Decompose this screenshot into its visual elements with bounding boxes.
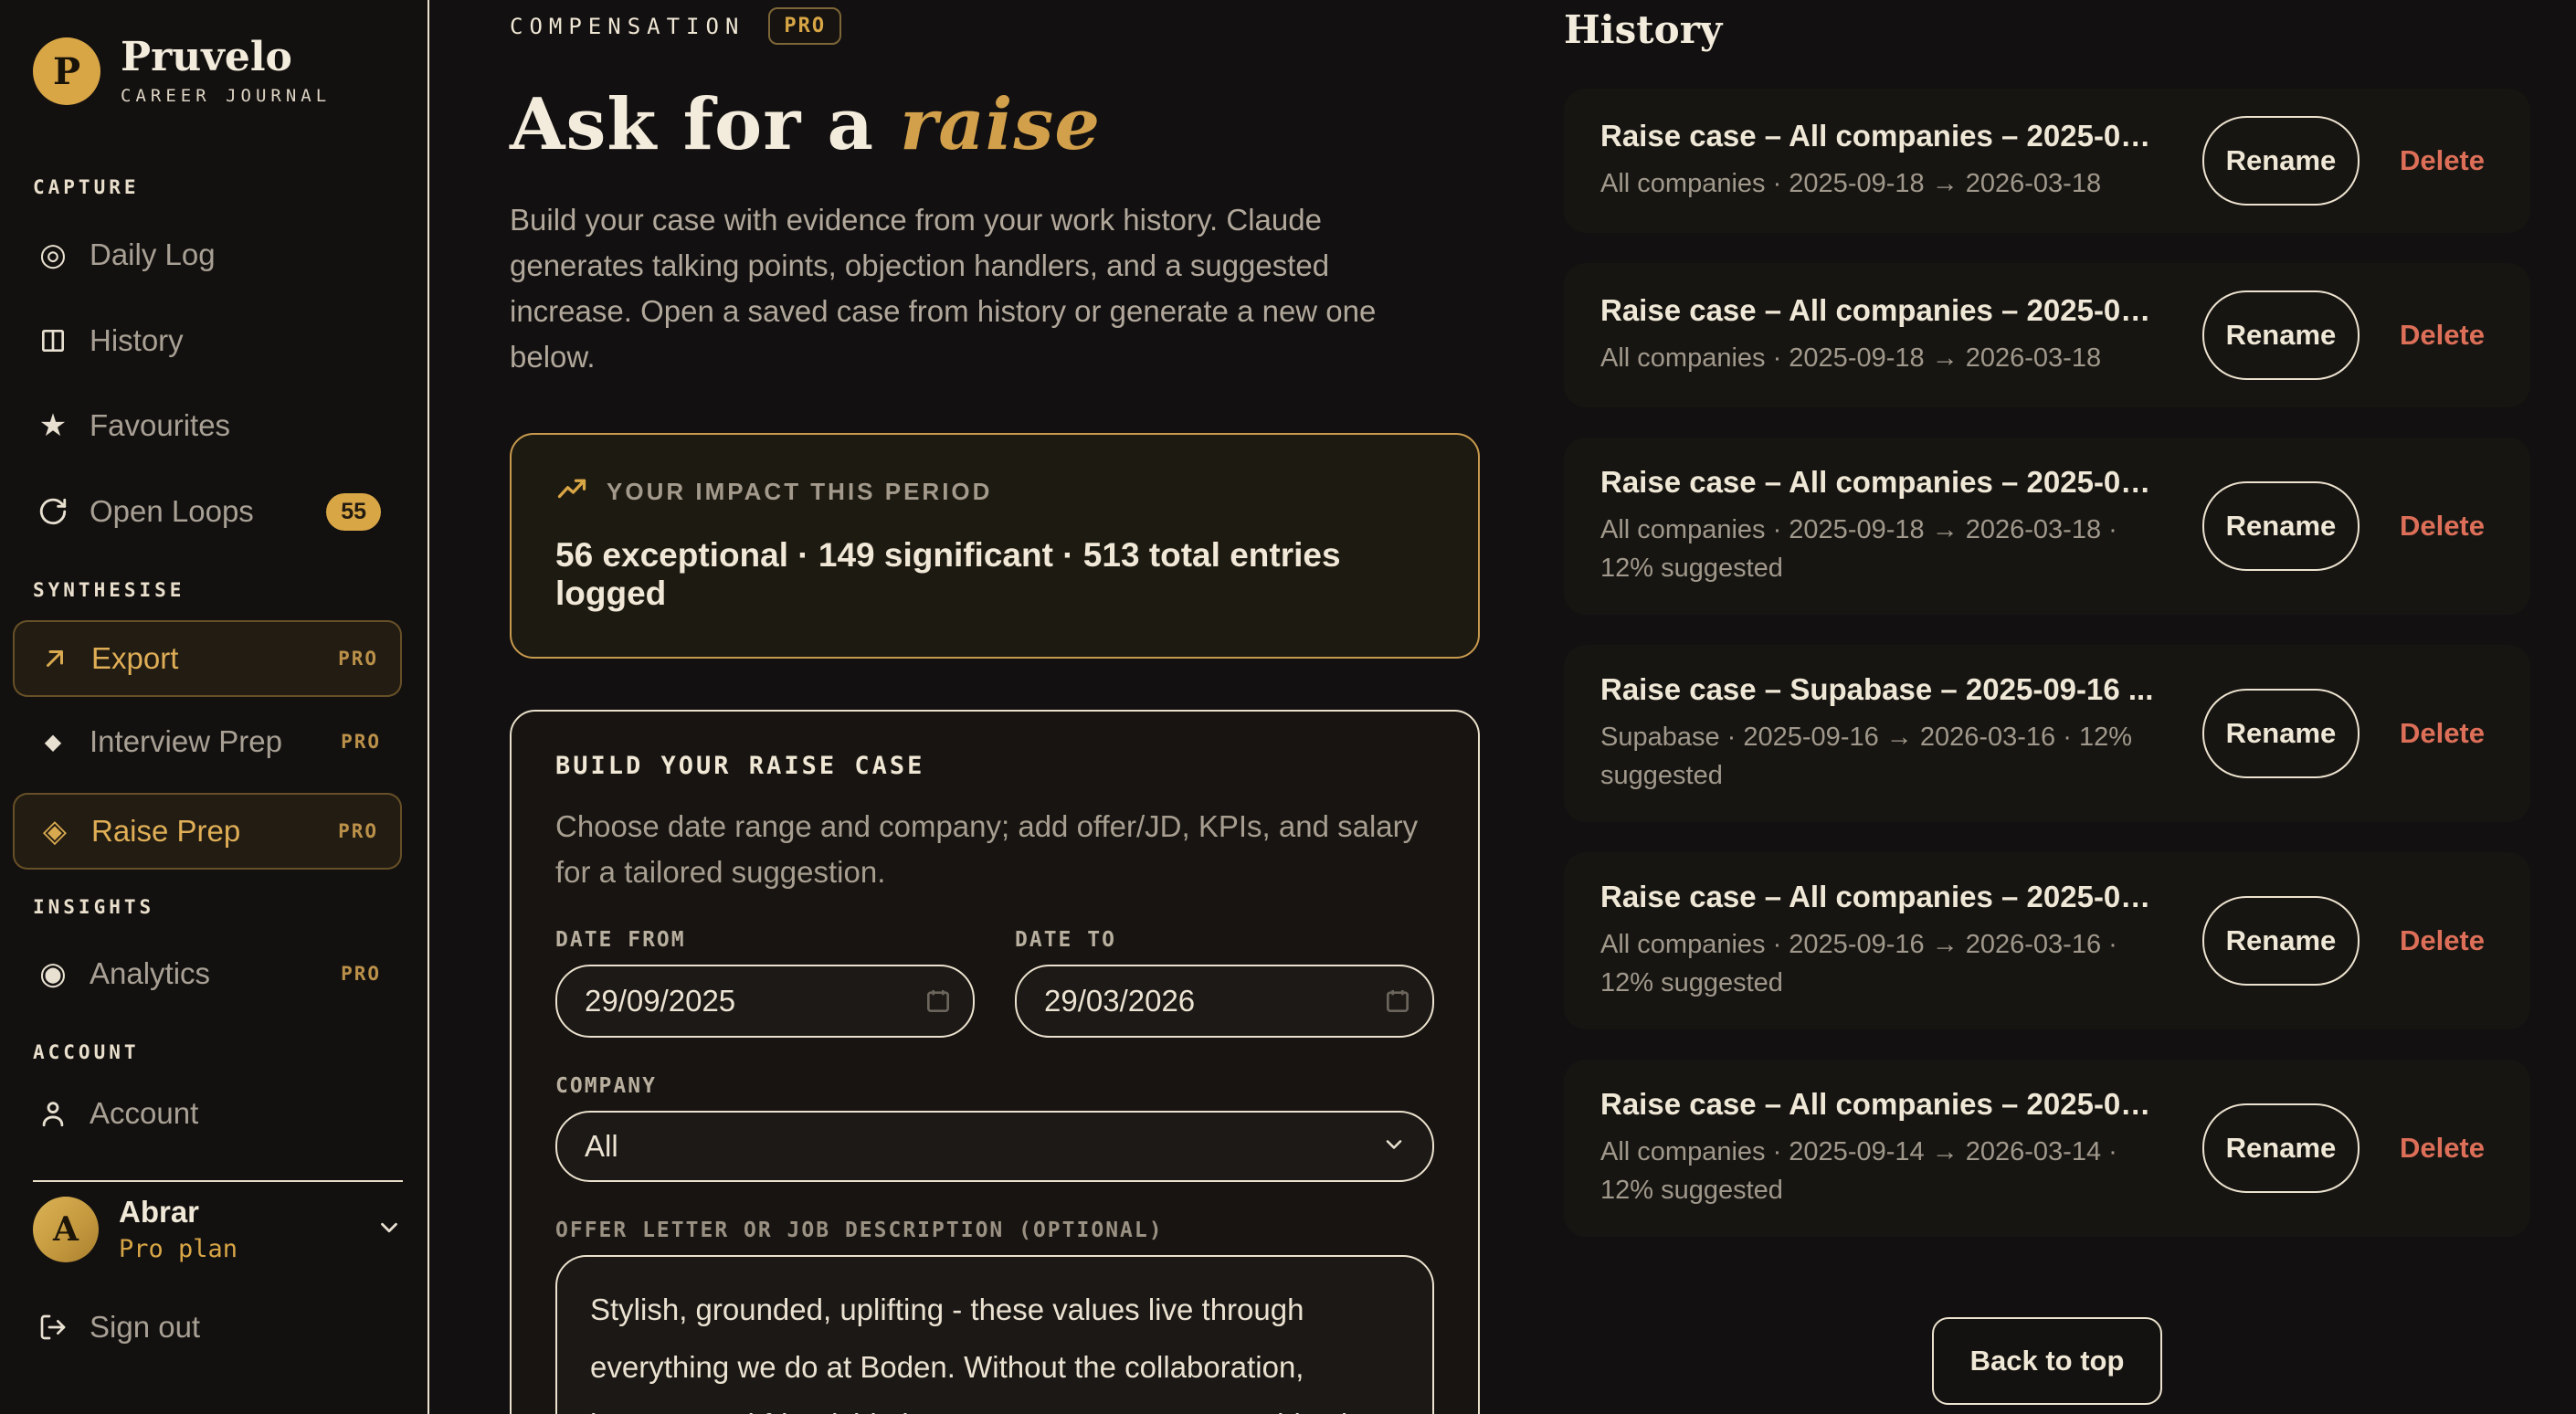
breadcrumb: COMPENSATION xyxy=(510,13,745,39)
date-to-input[interactable] xyxy=(1015,965,1434,1038)
history-panel xyxy=(1564,0,2530,1405)
brand-tagline: CAREER JOURNAL xyxy=(121,86,332,107)
delete-button[interactable]: Delete xyxy=(2399,1132,2485,1164)
rename-button[interactable]: Rename xyxy=(2202,896,2360,986)
company-select-value: All xyxy=(585,1129,618,1163)
chevron-down-icon xyxy=(1381,1132,1407,1162)
brand-initial: P xyxy=(52,49,81,93)
brand-logo xyxy=(33,37,100,105)
history-case-row[interactable] xyxy=(1564,852,2530,1029)
avatar-initial: A xyxy=(53,1210,79,1249)
offer-letter-textarea[interactable] xyxy=(555,1255,1434,1414)
sidebar-divider xyxy=(33,1180,403,1182)
calendar-icon[interactable] xyxy=(924,987,953,1020)
case-meta: All companies · 2025-09-18 → 2026-03-18 xyxy=(1600,169,2102,198)
sidebar-item-daily-log[interactable] xyxy=(33,231,403,279)
sidebar-item-open-loops[interactable] xyxy=(33,488,403,535)
page-title-accent: raise xyxy=(900,83,1101,166)
loop-icon xyxy=(33,496,73,527)
pro-tag: PRO xyxy=(338,648,378,670)
case-title: Raise case – All companies – 2025-09... xyxy=(1600,880,2162,913)
history-case-row[interactable] xyxy=(1564,89,2530,233)
case-meta: All companies · 2025-09-18 → 2026-03-18 · 12% suggested xyxy=(1600,515,2117,583)
brand-name: Pruvelo xyxy=(121,34,292,80)
section-label-insights: INSIGHTS xyxy=(33,896,155,918)
date-from-input[interactable] xyxy=(555,965,975,1038)
sign-out-icon xyxy=(33,1313,73,1342)
pro-tag: PRO xyxy=(341,731,381,753)
rename-button[interactable]: Rename xyxy=(2202,1103,2360,1193)
offer-letter-label: OFFER LETTER OR JOB DESCRIPTION (OPTIONAL) xyxy=(555,1219,1164,1242)
history-case-list xyxy=(1564,89,2530,1237)
company-select[interactable] xyxy=(555,1111,1434,1182)
case-meta: All companies · 2025-09-16 → 2026-03-16 · 12% suggested xyxy=(1600,930,2117,997)
case-title: Raise case – All companies – 2025-09... xyxy=(1600,293,2162,327)
delete-button[interactable]: Delete xyxy=(2399,144,2485,176)
sign-out-label: Sign out xyxy=(90,1310,201,1344)
sidebar-item-history[interactable] xyxy=(33,317,403,364)
impact-label: YOUR IMPACT THIS PERIOD xyxy=(607,478,993,505)
arrow-up-right-icon xyxy=(35,645,75,672)
case-meta: All companies · 2025-09-14 → 2026-03-14 · 12% suggested xyxy=(1600,1137,2117,1205)
impact-summary: 56 exceptional · 149 significant · 513 total entries logged xyxy=(555,536,1341,612)
history-case-row[interactable] xyxy=(1564,263,2530,407)
raise-prep-main xyxy=(510,0,1480,1414)
rename-button[interactable]: Rename xyxy=(2202,481,2360,571)
date-to-label: DATE TO xyxy=(1015,928,1116,952)
history-case-row[interactable] xyxy=(1564,1060,2530,1237)
star-icon: ★ xyxy=(38,408,68,443)
sidebar-item-label: Analytics xyxy=(90,956,211,990)
sidebar-item-label: Account xyxy=(90,1096,199,1130)
case-title: Raise case – All companies – 2025-09... xyxy=(1600,119,2162,153)
history-case-row[interactable] xyxy=(1564,645,2530,822)
form-heading: BUILD YOUR RAISE CASE xyxy=(555,752,925,780)
avatar xyxy=(33,1197,99,1262)
rename-button[interactable]: Rename xyxy=(2202,116,2360,206)
open-loops-count-badge: 55 xyxy=(326,493,381,531)
case-title: Raise case – All companies – 2025-09... xyxy=(1600,1087,2162,1121)
sidebar-item-raise-prep[interactable] xyxy=(13,793,402,870)
target-icon: ◎ xyxy=(39,237,67,272)
pro-tag: PRO xyxy=(338,820,378,842)
user-icon xyxy=(33,1098,73,1129)
calendar-icon[interactable] xyxy=(1383,987,1412,1020)
user-menu[interactable] xyxy=(33,1193,403,1266)
circle-dot-icon: ◉ xyxy=(39,956,67,991)
sidebar-item-account[interactable] xyxy=(33,1090,403,1137)
sidebar-item-export[interactable] xyxy=(13,620,402,697)
sidebar-item-label: History xyxy=(90,323,184,357)
section-label-synthesise: SYNTHESISE xyxy=(33,579,185,601)
page-title-prefix: Ask for a xyxy=(510,83,901,166)
sidebar-item-label: Daily Log xyxy=(90,237,216,271)
sign-out-button[interactable] xyxy=(33,1303,403,1351)
case-title: Raise case – All companies – 2025-09... xyxy=(1600,465,2162,499)
rename-button[interactable]: Rename xyxy=(2202,689,2360,778)
sidebar-item-label: Interview Prep xyxy=(90,724,282,758)
columns-icon xyxy=(33,326,73,355)
case-meta: Supabase · 2025-09-16 → 2026-03-16 · 12% suggested xyxy=(1600,723,2132,790)
delete-button[interactable]: Delete xyxy=(2399,717,2485,749)
back-to-top-button[interactable]: Back to top xyxy=(1932,1317,2163,1405)
rename-button[interactable]: Rename xyxy=(2202,290,2360,380)
page-description: Build your case with evidence from your work history. Claude generates talking points, objection handlers, and a suggested increase. Open a saved case from history or generate a new one below. xyxy=(510,203,1377,374)
sidebar-item-analytics[interactable] xyxy=(33,950,403,997)
history-case-row[interactable] xyxy=(1564,438,2530,615)
pro-tag: PRO xyxy=(341,963,381,985)
brand xyxy=(33,34,403,107)
sidebar-item-interview-prep[interactable] xyxy=(33,718,403,765)
user-name: Abrar xyxy=(119,1195,200,1229)
pro-badge: PRO xyxy=(768,7,841,45)
diamond-icon: ◆ xyxy=(44,729,62,754)
sidebar-item-label: Favourites xyxy=(90,408,231,442)
section-label-account: ACCOUNT xyxy=(33,1041,140,1063)
trending-up-icon xyxy=(555,473,588,511)
user-plan: Pro plan xyxy=(119,1234,238,1263)
case-title: Raise case – Supabase – 2025-09-16 ... xyxy=(1600,672,2154,706)
date-from-label: DATE FROM xyxy=(555,928,686,952)
raise-case-form xyxy=(510,710,1480,1414)
sidebar-item-label: Export xyxy=(91,641,179,675)
sidebar xyxy=(0,0,429,1414)
delete-button[interactable]: Delete xyxy=(2399,510,2485,542)
sidebar-item-favourites[interactable] xyxy=(33,402,403,449)
diamond-dot-icon: ◈ xyxy=(42,814,68,849)
form-description: Choose date range and company; add offer/JD, KPIs, and salary for a tailored suggestion. xyxy=(555,809,1419,889)
sidebar-item-label: Open Loops xyxy=(90,494,254,528)
page-title xyxy=(510,83,1480,166)
impact-summary-card xyxy=(510,433,1480,659)
sidebar-item-label: Raise Prep xyxy=(91,814,241,848)
case-meta: All companies · 2025-09-18 → 2026-03-18 xyxy=(1600,343,2102,373)
delete-button[interactable]: Delete xyxy=(2399,924,2485,956)
chevron-down-icon[interactable] xyxy=(375,1214,403,1246)
history-title: History xyxy=(1564,7,1723,52)
company-label: COMPANY xyxy=(555,1074,657,1098)
delete-button[interactable]: Delete xyxy=(2399,319,2485,351)
section-label-capture: CAPTURE xyxy=(33,176,140,198)
